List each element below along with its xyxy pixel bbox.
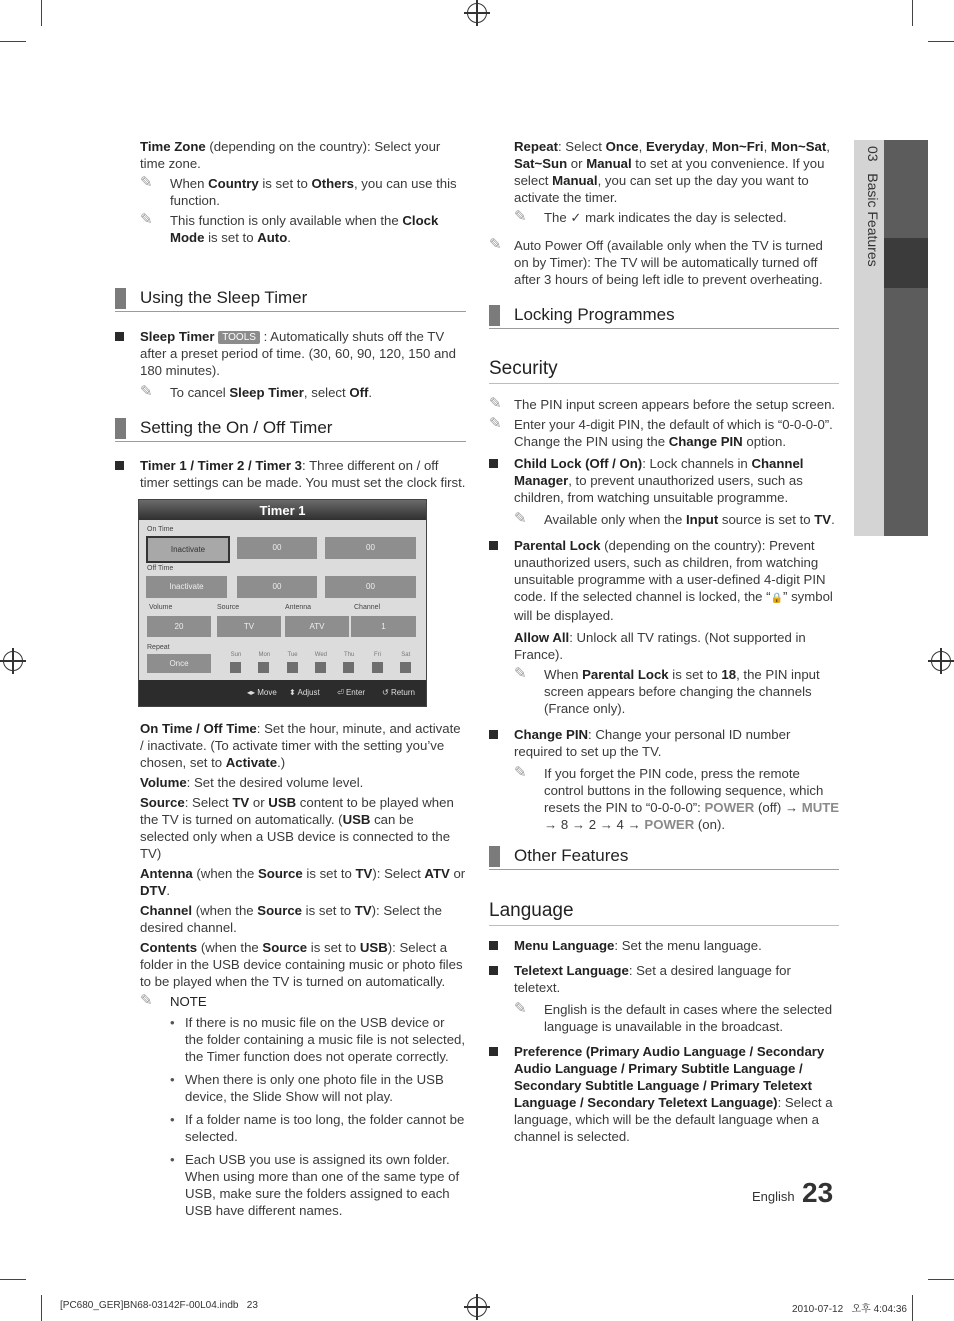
note-pencil-icon: ✎: [489, 236, 502, 253]
bullet-square-icon: [489, 966, 498, 975]
volume-def: Volume: Set the desired volume level.: [140, 775, 364, 790]
day-label: Sun: [230, 652, 242, 658]
day-label: Thu: [344, 652, 355, 658]
security-heading: Security: [489, 357, 839, 384]
note-pencil-icon: ✎: [140, 992, 153, 1009]
nav-enter: ⏎ Enter: [337, 688, 366, 697]
teletext-language-item: Teletext Language: Set a desired language for teletext.: [489, 962, 840, 996]
note-bullet: • If a folder name is too long, the folder cannot be selected.: [170, 1111, 466, 1145]
bullet-square-icon: [489, 541, 498, 550]
registration-mark-icon: [931, 651, 951, 671]
repeat-def: [514, 138, 840, 229]
timezone-note-1: ✎ When Country is set to Others, you can use this function.: [140, 174, 457, 208]
note-pencil-icon: ✎: [514, 764, 527, 781]
day-label: Fri: [374, 652, 381, 658]
bullet-square-icon: [115, 332, 124, 341]
day-label: Wed: [314, 652, 327, 658]
parental-lock-item: Parental Lock (depending on the country): Prevent unauthorized users, such as children, from watching unsuitable programme with a user-defined 4-digit PIN code. If the selected channel is locked, the “🔒” symbol will be displayed.: [489, 537, 840, 624]
note-pencil-icon: ✎: [514, 208, 527, 225]
day-label: Tue: [287, 652, 298, 658]
timer-definitions: [140, 720, 466, 1225]
nav-adjust: ⬍ Adjust: [289, 688, 320, 697]
heading-bar: [489, 305, 500, 326]
antenna-field[interactable]: ATV: [285, 616, 349, 637]
bullet-square-icon: [489, 459, 498, 468]
crop-mark: [928, 41, 954, 42]
child-lock-note: ✎ Available only when the Input source is set to TV.: [514, 510, 835, 527]
section-heading: Using the Sleep Timer: [115, 287, 466, 312]
heading-bar: [115, 288, 126, 309]
note-pencil-icon: ✎: [140, 174, 153, 191]
note-bullet: • Each USB you use is assigned its own folder. When using more than one of the same type of USB, make sure the folders assigned to each USB have different names.: [170, 1151, 466, 1219]
day-checkbox[interactable]: [315, 662, 326, 673]
onoff-heading-wrap: [115, 417, 466, 442]
section-heading: Other Features: [489, 845, 839, 870]
repeat-label: Repeat: [147, 644, 170, 651]
timer-title: Timer 1: [139, 500, 426, 520]
crop-mark: [41, 0, 42, 26]
bullet-square-icon: [115, 461, 124, 470]
day-label: Sat: [401, 652, 411, 658]
timezone-para: Time Zone (depending on the country): Select your time zone.: [140, 139, 441, 171]
child-lock-item: Child Lock (Off / On): Lock channels in Channel Manager, to prevent unauthorized users, such as children, from watching unsuitable programme.: [489, 455, 840, 506]
crop-mark: [912, 1295, 913, 1321]
nav-return: ↺ Return: [382, 688, 415, 697]
off-time-minute[interactable]: 00: [325, 576, 416, 598]
day-checkbox[interactable]: [372, 662, 383, 673]
crop-mark: [912, 0, 913, 26]
note-pencil-icon: ✎: [514, 665, 527, 682]
note-pencil-icon: ✎: [489, 395, 502, 412]
security-section: [489, 393, 840, 836]
chapter-label: 03 Basic Features: [865, 146, 881, 267]
note-pencil-icon: ✎: [140, 383, 153, 400]
note-bullet: • If there is no music file on the USB device or the folder containing a music file is not selected, the Timer function does not operate correctly.: [170, 1014, 466, 1065]
note-pencil-icon: ✎: [514, 1000, 527, 1017]
autopower-note: ✎ Auto Power Off (available only when the TV is turned on by Timer): The TV will be automatically turned off after 3 hours of being left idle to prevent overheating.: [489, 236, 823, 287]
heading-bar: [489, 846, 500, 867]
parental-note: ✎ When Parental Lock is set to 18, the PIN input screen appears before changing the channels (France only).: [514, 665, 820, 716]
security-heading-wrap: [489, 357, 839, 384]
off-time-hour[interactable]: 00: [237, 576, 317, 598]
repeat-para: Repeat: Select Once, Everyday, Mon~Fri, Mon~Sat, Sat~Sun or Manual to set at you convenience. If you select Manual, you can set up the day you want to activate the timer.: [514, 139, 830, 205]
registration-mark-icon: [467, 3, 487, 23]
note-pencil-icon: ✎: [489, 415, 502, 432]
ontime-def: On Time / Off Time: Set the hour, minute, and activate / inactivate. (To activate timer with the setting you’ve chosen, set to Activate.): [140, 721, 461, 770]
timer-item: Timer 1 / Timer 2 / Timer 3: Three different on / off timer settings can be made. You must set the clock first.: [115, 457, 466, 491]
channel-def: Channel (when the Source is set to TV): Select the desired channel.: [140, 903, 443, 935]
note-label: ✎ NOTE: [140, 992, 207, 1009]
channel-field[interactable]: 1: [351, 616, 416, 637]
footer-language: English: [752, 1189, 795, 1204]
day-label: Mon: [258, 652, 271, 658]
on-time-label: On Time: [147, 526, 174, 533]
lock-icon: 🔒: [770, 593, 784, 604]
onoff-section: [115, 452, 466, 496]
registration-mark-icon: [3, 651, 23, 671]
change-pin-item: Change PIN: Change your personal ID number required to set up the TV.: [489, 726, 840, 760]
day-checkbox[interactable]: [287, 662, 298, 673]
check-icon: ✓: [570, 210, 582, 225]
other-heading-wrap: [489, 845, 839, 870]
sleep-timer-item: Sleep Timer TOOLS : Automatically shuts off the TV after a preset period of time. (30, 60, 90, 120, 150 and 180 minutes).: [115, 328, 466, 379]
change-pin-note: ✎ If you forget the PIN code, press the remote control buttons in the following sequence, which resets the PIN to “0-0-0-0”: POWER (off) → MUTE → 8 → 2 → 4 → POWER (on).: [514, 764, 840, 832]
crop-mark: [928, 1279, 954, 1280]
note-pencil-icon: ✎: [514, 510, 527, 527]
footer-timestamp: 2010-07-12 오후 4:04:36: [792, 1304, 907, 1315]
day-checkbox[interactable]: [258, 662, 269, 673]
repeat-field[interactable]: Once: [147, 654, 211, 673]
language-heading: Language: [489, 899, 839, 926]
bullet-square-icon: [489, 941, 498, 950]
off-time-state[interactable]: Inactivate: [146, 576, 227, 598]
bullet-square-icon: [489, 730, 498, 739]
timer-screen: [138, 499, 427, 707]
source-field[interactable]: TV: [217, 616, 281, 637]
off-time-label: Off Time: [147, 565, 174, 572]
sleep-section: [115, 323, 466, 404]
tools-button-icon: TOOLS: [218, 331, 260, 344]
menu-language-item: Menu Language: Set the menu language.: [489, 937, 840, 954]
crop-mark: [0, 1279, 26, 1280]
antenna-label: Antenna: [285, 604, 312, 611]
preference-item: Preference (Primary Audio Language / Secondary Audio Language / Primary Subtitle Language / Secondary Subtitle Language / Primary Teletext Language / Secondary Teletext Language): Select a language, which will be the default language when a channel is selected.: [489, 1043, 840, 1145]
autopower-note-wrap: [489, 234, 840, 291]
teletext-note: ✎ English is the default in cases where the selected language is unavailable in the broadcast.: [514, 1000, 833, 1034]
volume-label: Volume: [149, 604, 173, 611]
registration-mark-icon: [467, 1297, 487, 1317]
security-note-1: ✎ The PIN input screen appears before the setup screen.: [489, 395, 836, 412]
repeat-note: ✎ The ✓ mark indicates the day is selected.: [514, 208, 787, 225]
note-pencil-icon: ✎: [140, 211, 153, 228]
language-section: [489, 932, 840, 1150]
locking-heading-wrap: [489, 304, 839, 329]
note-bullet: • When there is only one photo file in the USB device, the Slide Show will not play.: [170, 1071, 466, 1105]
sleep-heading-wrap: [115, 287, 466, 312]
footer-file: [PC680_GER]BN68-03142F-00L04.indb 23: [60, 1300, 258, 1311]
crop-mark: [41, 1295, 42, 1321]
channel-label: Channel: [354, 604, 381, 611]
nav-move: ◂▸ Move: [247, 688, 277, 697]
page-number: 23: [802, 1177, 834, 1208]
timezone-note-2: ✎ This function is only available when the Clock Mode is set to Auto.: [140, 211, 439, 245]
contents-def: Contents (when the Source is set to USB): Select a folder in the USB device containing music or photo files to be played when the TV is turned on automatically.: [140, 940, 463, 989]
language-heading-wrap: [489, 899, 839, 926]
timer-nav-bar: [139, 680, 426, 706]
on-time-hour[interactable]: 00: [237, 537, 317, 559]
crop-mark: [0, 41, 26, 42]
sleep-note: ✎ To cancel Sleep Timer, select Off.: [140, 383, 373, 400]
on-time-state[interactable]: Inactivate: [146, 536, 230, 563]
section-heading: Locking Programmes: [489, 304, 839, 329]
antenna-def: Antenna (when the Source is set to TV): Select ATV or DTV.: [140, 866, 466, 898]
section-heading: Setting the On / Off Timer: [115, 417, 466, 442]
chapter-tab-marker: [884, 238, 928, 288]
source-label: Source: [217, 604, 240, 611]
allow-all-para: Allow All: Unlock all TV ratings. (Not supported in France).: [514, 630, 806, 662]
left-column: [140, 138, 466, 249]
day-checkbox[interactable]: [343, 662, 354, 673]
volume-field[interactable]: 20: [147, 616, 211, 637]
source-def: Source: Select TV or USB content to be played when the TV is turned on automatically. (USB can be selected only when a USB device is connected to the TV): [140, 795, 454, 861]
heading-bar: [115, 418, 126, 439]
day-checkbox[interactable]: [230, 662, 241, 673]
bullet-square-icon: [489, 1047, 498, 1056]
day-checkbox[interactable]: [400, 662, 411, 673]
security-note-2: ✎ Enter your 4-digit PIN, the default of which is “0-0-0-0”. Change the PIN using the Change PIN option.: [489, 415, 833, 449]
on-time-minute[interactable]: 00: [325, 537, 416, 559]
